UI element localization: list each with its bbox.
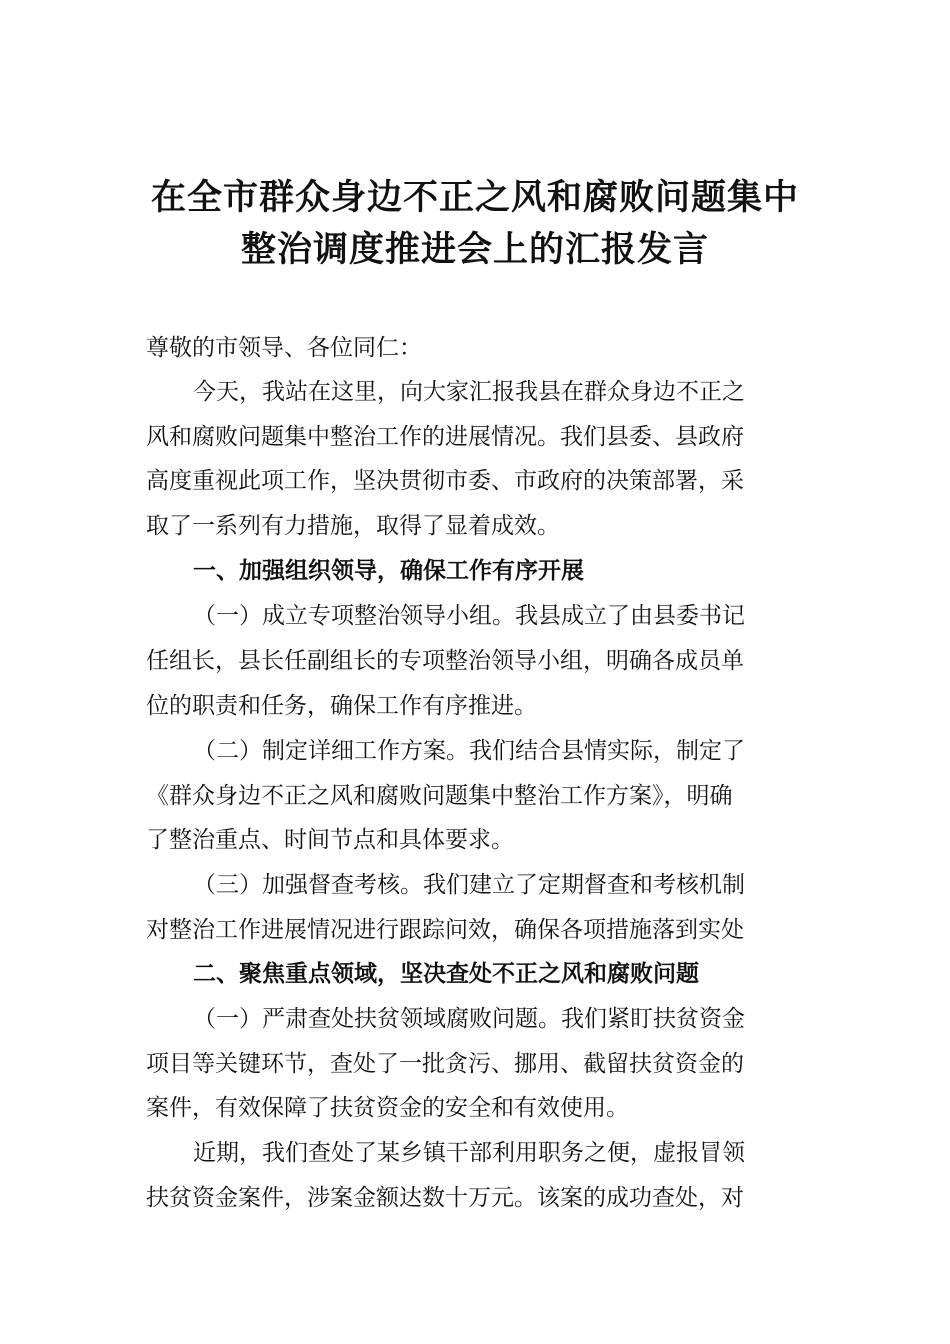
intro-line: 高度重视此项工作，坚决贯彻市委、市政府的决策部署，采 — [146, 468, 744, 494]
paragraph-line: 了整治重点、时间节点和具体要求。 — [146, 827, 514, 853]
greeting: 尊敬的市领导、各位同仁： — [146, 335, 422, 361]
document-title-line-2: 整治调度推进会上的汇报发言 — [240, 229, 709, 270]
paragraph-line: （二）制定详细工作方案。我们结合县情实际，制定了 — [193, 738, 745, 764]
paragraph-line: 近期，我们查处了某乡镇干部利用职务之便，虚报冒领 — [193, 1140, 745, 1166]
paragraph-line: 项目等关键环节，查处了一批贪污、挪用、截留扶贫资金的 — [146, 1051, 744, 1077]
intro-line: 今天，我站在这里，向大家汇报我县在群众身边不正之 — [193, 379, 745, 405]
intro-line: 风和腐败问题集中整治工作的进展情况。我们县委、县政府 — [146, 424, 744, 450]
paragraph-line: 位的职责和任务，确保工作有序推进。 — [146, 693, 537, 719]
document-title-line-1: 在全市群众身边不正之风和腐败问题集中 — [150, 177, 799, 218]
paragraph-line: （三）加强督查考核。我们建立了定期督查和考核机制 — [193, 872, 745, 898]
paragraph-line: 任组长，县长任副组长的专项整治领导小组，明确各成员单 — [146, 648, 744, 674]
paragraph-line: 案件，有效保障了扶贫资金的安全和有效使用。 — [146, 1095, 629, 1121]
paragraph-line: （一）严肃查处扶贫领域腐败问题。我们紧盯扶贫资金 — [193, 1006, 745, 1032]
section-heading-2: 二、聚焦重点领域，坚决查处不正之风和腐败问题 — [193, 961, 699, 987]
intro-line: 取了一系列有力措施，取得了显着成效。 — [146, 513, 560, 539]
section-heading-1: 一、加强组织领导，确保工作有序开展 — [193, 558, 584, 584]
paragraph-line: 对整治工作进展情况进行跟踪问效，确保各项措施落到实处 — [146, 917, 744, 943]
paragraph-line: 《群众身边不正之风和腐败问题集中整治工作方案》，明确 — [146, 783, 733, 809]
paragraph-line: （一）成立专项整治领导小组。我县成立了由县委书记 — [193, 603, 745, 629]
paragraph-line: 扶贫资金案件，涉案金额达数十万元。该案的成功查处，对 — [146, 1185, 744, 1211]
